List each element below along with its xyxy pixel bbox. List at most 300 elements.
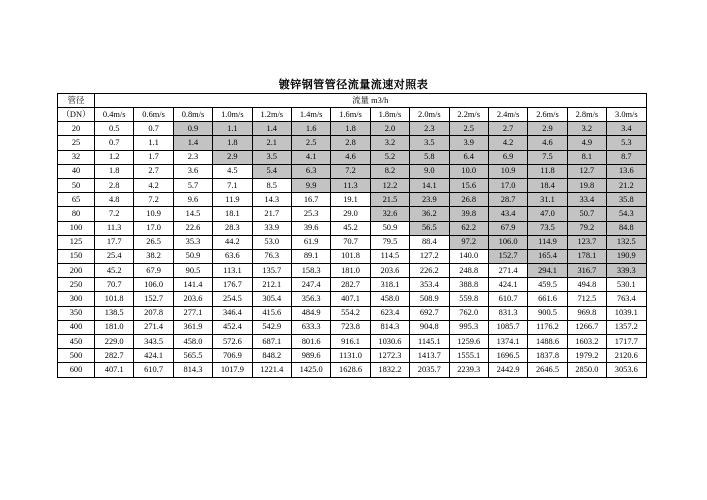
table-row — [58, 235, 647, 249]
flow-value-cell: 5.7 — [173, 178, 212, 192]
flow-value-cell: 458.0 — [173, 335, 212, 349]
flow-value-cell: 407.1 — [95, 363, 134, 377]
flow-value-cell: 90.5 — [173, 264, 212, 278]
flow-value-cell: 9.9 — [291, 178, 330, 192]
flow-value-cell: 31.1 — [528, 193, 567, 207]
flow-value-cell: 1145.1 — [410, 335, 449, 349]
flow-value-cell: 135.7 — [252, 264, 291, 278]
flow-value-cell: 1176.2 — [528, 320, 567, 334]
dn-cell: 600 — [58, 363, 95, 377]
velocity-header: 1.4m/s — [291, 108, 330, 122]
flow-unit-header: 流量 m3/h — [95, 94, 647, 108]
flow-value-cell: 2.1 — [252, 136, 291, 150]
flow-value-cell: 623.4 — [370, 306, 409, 320]
flow-value-cell: 138.5 — [95, 306, 134, 320]
flow-value-cell: 1.8 — [213, 136, 252, 150]
flow-value-cell: 706.9 — [213, 349, 252, 363]
flow-value-cell: 458.0 — [370, 292, 409, 306]
dn-cell: 100 — [58, 221, 95, 235]
flow-value-cell: 61.9 — [291, 235, 330, 249]
flow-value-cell: 762.0 — [449, 306, 488, 320]
flow-value-cell: 1131.0 — [331, 349, 370, 363]
flow-value-cell: 343.5 — [134, 335, 173, 349]
flow-value-cell: 3.5 — [252, 150, 291, 164]
dn-cell: 50 — [58, 178, 95, 192]
flow-value-cell: 152.7 — [134, 292, 173, 306]
flow-value-cell: 1.6 — [291, 122, 330, 136]
flow-value-cell: 1413.7 — [410, 349, 449, 363]
dn-cell: 80 — [58, 207, 95, 221]
flow-value-cell: 0.5 — [95, 122, 134, 136]
flow-value-cell: 610.7 — [488, 292, 527, 306]
flow-value-cell: 565.5 — [173, 349, 212, 363]
flow-value-cell: 67.9 — [134, 264, 173, 278]
flow-value-cell: 494.8 — [567, 278, 606, 292]
table-row — [58, 349, 647, 363]
flow-value-cell: 203.6 — [173, 292, 212, 306]
flow-value-cell: 19.1 — [331, 193, 370, 207]
flow-value-cell: 277.1 — [173, 306, 212, 320]
flow-value-cell: 101.8 — [331, 249, 370, 263]
flow-value-cell: 12.7 — [567, 164, 606, 178]
flow-value-cell: 1374.1 — [488, 335, 527, 349]
flow-value-cell: 23.9 — [410, 193, 449, 207]
flow-value-cell: 1272.3 — [370, 349, 409, 363]
table-row — [58, 264, 647, 278]
flow-value-cell: 29.0 — [331, 207, 370, 221]
flow-value-cell: 113.1 — [213, 264, 252, 278]
flow-value-cell: 152.7 — [488, 249, 527, 263]
flow-value-cell: 7.2 — [331, 164, 370, 178]
flow-value-cell: 2.8 — [95, 178, 134, 192]
flow-value-cell: 2.3 — [173, 150, 212, 164]
table-row — [58, 122, 647, 136]
flow-value-cell: 33.4 — [567, 193, 606, 207]
flow-value-cell: 1.4 — [252, 122, 291, 136]
flow-value-cell: 44.2 — [213, 235, 252, 249]
flow-value-cell: 508.9 — [410, 292, 449, 306]
flow-value-cell: 1.4 — [173, 136, 212, 150]
flow-value-cell: 814.3 — [370, 320, 409, 334]
flow-value-cell: 39.8 — [449, 207, 488, 221]
flow-value-cell: 2.5 — [449, 122, 488, 136]
flow-value-cell: 9.6 — [173, 193, 212, 207]
flow-value-cell: 916.1 — [331, 335, 370, 349]
flow-value-cell: 989.6 — [291, 349, 330, 363]
velocity-header: 2.0m/s — [410, 108, 449, 122]
flow-value-cell: 6.9 — [488, 150, 527, 164]
flow-value-cell: 101.8 — [95, 292, 134, 306]
velocity-header: 1.6m/s — [331, 108, 370, 122]
table-row — [58, 150, 647, 164]
flow-value-cell: 47.0 — [528, 207, 567, 221]
flow-value-cell: 18.1 — [213, 207, 252, 221]
flow-value-cell: 6.3 — [291, 164, 330, 178]
flow-value-cell: 1017.9 — [213, 363, 252, 377]
flow-value-cell: 5.4 — [252, 164, 291, 178]
flow-value-cell: 19.8 — [567, 178, 606, 192]
table-row — [58, 136, 647, 150]
dn-cell: 200 — [58, 264, 95, 278]
flow-value-cell: 2.9 — [213, 150, 252, 164]
flow-value-cell: 1.8 — [331, 122, 370, 136]
flow-value-cell: 2.7 — [488, 122, 527, 136]
flow-value-cell: 178.1 — [567, 249, 606, 263]
flow-value-cell: 4.1 — [291, 150, 330, 164]
flow-value-cell: 0.7 — [95, 136, 134, 150]
flow-value-cell: 114.5 — [370, 249, 409, 263]
flow-value-cell: 11.8 — [528, 164, 567, 178]
flow-value-cell: 50.9 — [173, 249, 212, 263]
flow-value-cell: 1.7 — [134, 150, 173, 164]
flow-value-cell: 2.8 — [331, 136, 370, 150]
velocity-header: 2.4m/s — [488, 108, 527, 122]
flow-value-cell: 530.1 — [607, 278, 646, 292]
flow-value-cell: 226.2 — [410, 264, 449, 278]
flow-value-cell: 11.3 — [95, 221, 134, 235]
flow-value-cell: 1.1 — [213, 122, 252, 136]
flow-value-cell: 2.0 — [370, 122, 409, 136]
flow-value-cell: 9.0 — [410, 164, 449, 178]
dn-cell: 150 — [58, 249, 95, 263]
flow-value-cell: 38.2 — [134, 249, 173, 263]
flow-value-cell: 26.8 — [449, 193, 488, 207]
flow-value-cell: 132.5 — [607, 235, 646, 249]
flow-value-cell: 1628.6 — [331, 363, 370, 377]
flow-value-cell: 106.0 — [134, 278, 173, 292]
flow-value-cell: 12.2 — [370, 178, 409, 192]
table-row — [58, 164, 647, 178]
velocity-header: 3.0m/s — [607, 108, 646, 122]
flow-value-cell: 5.8 — [410, 150, 449, 164]
flow-value-cell: 106.0 — [488, 235, 527, 249]
flow-value-cell: 3.2 — [370, 136, 409, 150]
flow-value-cell: 559.8 — [449, 292, 488, 306]
flow-value-cell: 459.5 — [528, 278, 567, 292]
flow-value-cell: 318.1 — [370, 278, 409, 292]
flow-value-cell: 763.4 — [607, 292, 646, 306]
table-title: 镀锌钢管管径流量流速对照表 — [278, 78, 429, 91]
flow-value-cell: 687.1 — [252, 335, 291, 349]
flow-value-cell: 4.2 — [488, 136, 527, 150]
flow-value-cell: 900.5 — [528, 306, 567, 320]
flow-value-cell: 1221.4 — [252, 363, 291, 377]
flow-value-cell: 53.0 — [252, 235, 291, 249]
velocity-header: 2.8m/s — [567, 108, 606, 122]
flow-value-cell: 21.7 — [252, 207, 291, 221]
flow-value-cell: 1357.2 — [607, 320, 646, 334]
flow-value-cell: 7.1 — [213, 178, 252, 192]
flow-value-cell: 17.0 — [488, 178, 527, 192]
flow-value-cell: 10.0 — [449, 164, 488, 178]
flow-value-cell: 1030.6 — [370, 335, 409, 349]
flow-value-cell: 70.7 — [95, 278, 134, 292]
flow-value-cell: 4.6 — [331, 150, 370, 164]
flow-value-cell: 1259.6 — [449, 335, 488, 349]
flow-value-cell: 247.4 — [291, 278, 330, 292]
dn-cell: 300 — [58, 292, 95, 306]
flow-value-cell: 2.3 — [410, 122, 449, 136]
dn-cell: 25 — [58, 136, 95, 150]
flow-value-cell: 89.1 — [291, 249, 330, 263]
flow-value-cell: 346.4 — [213, 306, 252, 320]
flow-value-cell: 229.0 — [95, 335, 134, 349]
flow-value-cell: 3.5 — [410, 136, 449, 150]
flow-value-cell: 8.2 — [370, 164, 409, 178]
flow-value-cell: 8.5 — [252, 178, 291, 192]
flow-value-cell: 572.6 — [213, 335, 252, 349]
flow-value-cell: 63.6 — [213, 249, 252, 263]
flow-value-cell: 361.9 — [173, 320, 212, 334]
flow-value-cell: 1039.1 — [607, 306, 646, 320]
velocity-header: 1.2m/s — [252, 108, 291, 122]
flow-value-cell: 316.7 — [567, 264, 606, 278]
flow-value-cell: 141.4 — [173, 278, 212, 292]
flow-value-cell: 814.3 — [173, 363, 212, 377]
flow-value-cell: 723.8 — [331, 320, 370, 334]
flow-value-cell: 165.4 — [528, 249, 567, 263]
flow-value-cell: 127.2 — [410, 249, 449, 263]
flow-value-cell: 25.3 — [291, 207, 330, 221]
flow-value-cell: 1603.2 — [567, 335, 606, 349]
flow-value-cell: 831.3 — [488, 306, 527, 320]
flow-value-cell: 8.7 — [607, 150, 646, 164]
flow-value-cell: 88.4 — [410, 235, 449, 249]
flow-value-cell: 3.6 — [173, 164, 212, 178]
flow-value-cell: 4.2 — [134, 178, 173, 192]
flow-value-cell: 0.9 — [173, 122, 212, 136]
flow-value-cell: 79.5 — [370, 235, 409, 249]
flow-value-cell: 176.7 — [213, 278, 252, 292]
flow-value-cell: 424.1 — [134, 349, 173, 363]
flow-value-cell: 294.1 — [528, 264, 567, 278]
flow-value-cell: 2850.0 — [567, 363, 606, 377]
flow-value-cell: 35.3 — [173, 235, 212, 249]
flow-value-cell: 1085.7 — [488, 320, 527, 334]
flow-value-cell: 712.5 — [567, 292, 606, 306]
flow-value-cell: 17.7 — [95, 235, 134, 249]
flow-value-cell: 45.2 — [331, 221, 370, 235]
flow-value-cell: 554.2 — [331, 306, 370, 320]
flow-value-cell: 123.7 — [567, 235, 606, 249]
flow-value-cell: 1266.7 — [567, 320, 606, 334]
flow-value-cell: 36.2 — [410, 207, 449, 221]
table-row — [58, 221, 647, 235]
flow-value-cell: 25.4 — [95, 249, 134, 263]
flow-value-cell: 339.3 — [607, 264, 646, 278]
flow-value-cell: 271.4 — [488, 264, 527, 278]
flow-value-cell: 43.4 — [488, 207, 527, 221]
flow-value-cell: 56.5 — [410, 221, 449, 235]
dn-cell: 250 — [58, 278, 95, 292]
table-row — [58, 363, 647, 377]
table-row — [58, 207, 647, 221]
flow-value-cell: 76.3 — [252, 249, 291, 263]
flow-value-cell: 848.2 — [252, 349, 291, 363]
flow-value-cell: 7.2 — [134, 193, 173, 207]
flow-value-cell: 45.2 — [95, 264, 134, 278]
flow-value-cell: 1488.6 — [528, 335, 567, 349]
flow-value-cell: 11.3 — [331, 178, 370, 192]
flow-value-cell: 114.9 — [528, 235, 567, 249]
velocity-header: 2.2m/s — [449, 108, 488, 122]
flow-value-cell: 356.3 — [291, 292, 330, 306]
flow-value-cell: 7.5 — [528, 150, 567, 164]
flow-value-cell: 6.4 — [449, 150, 488, 164]
flow-value-cell: 282.7 — [331, 278, 370, 292]
flow-value-cell: 14.5 — [173, 207, 212, 221]
flow-value-cell: 692.7 — [410, 306, 449, 320]
table-row — [58, 249, 647, 263]
dn-cell: 400 — [58, 320, 95, 334]
flow-value-cell: 16.7 — [291, 193, 330, 207]
flow-value-cell: 3.9 — [449, 136, 488, 150]
flow-value-cell: 2.9 — [528, 122, 567, 136]
flow-value-cell: 10.9 — [488, 164, 527, 178]
table-row — [58, 193, 647, 207]
table-row — [58, 335, 647, 349]
flow-value-cell: 3053.6 — [607, 363, 646, 377]
flow-value-cell: 1717.7 — [607, 335, 646, 349]
velocity-header: 0.8m/s — [173, 108, 212, 122]
velocity-header: 1.0m/s — [213, 108, 252, 122]
flow-value-cell: 801.6 — [291, 335, 330, 349]
flow-value-cell: 1425.0 — [291, 363, 330, 377]
flow-value-cell: 1696.5 — [488, 349, 527, 363]
velocity-header: 0.4m/s — [95, 108, 134, 122]
flow-value-cell: 353.4 — [410, 278, 449, 292]
flow-value-cell: 54.3 — [607, 207, 646, 221]
flow-value-cell: 70.7 — [331, 235, 370, 249]
flow-value-cell: 2442.9 — [488, 363, 527, 377]
flow-value-cell: 18.4 — [528, 178, 567, 192]
flow-value-cell: 190.9 — [607, 249, 646, 263]
flow-value-cell: 28.3 — [213, 221, 252, 235]
flow-value-cell: 212.1 — [252, 278, 291, 292]
flow-value-cell: 39.6 — [291, 221, 330, 235]
flow-value-cell: 2.7 — [134, 164, 173, 178]
flow-value-cell: 207.8 — [134, 306, 173, 320]
flow-value-cell: 4.9 — [567, 136, 606, 150]
flow-value-cell: 484.9 — [291, 306, 330, 320]
flow-value-cell: 2.5 — [291, 136, 330, 150]
flow-value-cell: 1555.1 — [449, 349, 488, 363]
flow-value-cell: 35.8 — [607, 193, 646, 207]
flow-value-cell: 542.9 — [252, 320, 291, 334]
flow-value-cell: 50.9 — [370, 221, 409, 235]
table-row — [58, 278, 647, 292]
flow-value-cell: 33.9 — [252, 221, 291, 235]
flow-value-cell: 2646.5 — [528, 363, 567, 377]
flow-value-cell: 5.3 — [607, 136, 646, 150]
flow-value-cell: 62.2 — [449, 221, 488, 235]
flow-value-cell: 14.1 — [410, 178, 449, 192]
flow-value-cell: 610.7 — [134, 363, 173, 377]
flow-value-cell: 17.0 — [134, 221, 173, 235]
velocity-header: 1.8m/s — [370, 108, 409, 122]
flow-value-cell: 28.7 — [488, 193, 527, 207]
flow-value-cell: 22.6 — [173, 221, 212, 235]
flow-value-cell: 2239.3 — [449, 363, 488, 377]
flow-value-cell: 2035.7 — [410, 363, 449, 377]
dn-cell: 20 — [58, 122, 95, 136]
dn-cell: 125 — [58, 235, 95, 249]
flow-value-cell: 15.6 — [449, 178, 488, 192]
flow-value-cell: 26.5 — [134, 235, 173, 249]
dn-cell: 40 — [58, 164, 95, 178]
dn-cell: 32 — [58, 150, 95, 164]
flow-value-cell: 3.4 — [607, 122, 646, 136]
flow-value-cell: 1.1 — [134, 136, 173, 150]
flow-value-cell: 271.4 — [134, 320, 173, 334]
flow-value-cell: 203.6 — [370, 264, 409, 278]
table-row — [58, 178, 647, 192]
flow-value-cell: 21.2 — [607, 178, 646, 192]
flow-value-cell: 254.5 — [213, 292, 252, 306]
flow-value-cell: 73.5 — [528, 221, 567, 235]
flow-value-cell: 1837.8 — [528, 349, 567, 363]
flow-value-cell: 8.1 — [567, 150, 606, 164]
flow-value-cell: 140.0 — [449, 249, 488, 263]
flow-value-cell: 0.7 — [134, 122, 173, 136]
flow-value-cell: 79.2 — [567, 221, 606, 235]
flow-value-cell: 388.8 — [449, 278, 488, 292]
flow-value-cell: 21.5 — [370, 193, 409, 207]
flow-value-cell: 67.9 — [488, 221, 527, 235]
flow-value-cell: 97.2 — [449, 235, 488, 249]
flow-value-cell: 1832.2 — [370, 363, 409, 377]
flow-value-cell: 4.6 — [528, 136, 567, 150]
flow-value-cell: 181.0 — [95, 320, 134, 334]
flow-value-cell: 3.2 — [567, 122, 606, 136]
dn-cell: 500 — [58, 349, 95, 363]
flow-value-cell: 4.8 — [95, 193, 134, 207]
flow-value-cell: 50.7 — [567, 207, 606, 221]
flow-value-cell: 282.7 — [95, 349, 134, 363]
dn-cell: 65 — [58, 193, 95, 207]
flow-value-cell: 13.6 — [607, 164, 646, 178]
flow-value-cell: 452.4 — [213, 320, 252, 334]
flow-value-cell: 633.3 — [291, 320, 330, 334]
flow-velocity-table — [57, 93, 647, 378]
flow-value-cell: 969.8 — [567, 306, 606, 320]
flow-value-cell: 2120.6 — [607, 349, 646, 363]
velocity-header: 0.6m/s — [134, 108, 173, 122]
flow-value-cell: 7.2 — [95, 207, 134, 221]
flow-value-cell: 14.3 — [252, 193, 291, 207]
flow-value-cell: 1.8 — [95, 164, 134, 178]
flow-value-cell: 158.3 — [291, 264, 330, 278]
flow-value-cell: 10.9 — [134, 207, 173, 221]
flow-value-cell: 11.9 — [213, 193, 252, 207]
flow-value-cell: 5.2 — [370, 150, 409, 164]
flow-value-cell: 661.6 — [528, 292, 567, 306]
flow-value-cell: 32.6 — [370, 207, 409, 221]
flow-value-cell: 305.4 — [252, 292, 291, 306]
table-row — [58, 306, 647, 320]
flow-value-cell: 415.6 — [252, 306, 291, 320]
velocity-header: 2.6m/s — [528, 108, 567, 122]
dn-cell: 350 — [58, 306, 95, 320]
table-row — [58, 292, 647, 306]
dn-header-top: 管径 — [58, 94, 95, 108]
flow-value-cell: 995.3 — [449, 320, 488, 334]
flow-value-cell: 248.8 — [449, 264, 488, 278]
flow-value-cell: 407.1 — [331, 292, 370, 306]
flow-value-cell: 84.8 — [607, 221, 646, 235]
flow-value-cell: 904.8 — [410, 320, 449, 334]
flow-value-cell: 1979.2 — [567, 349, 606, 363]
